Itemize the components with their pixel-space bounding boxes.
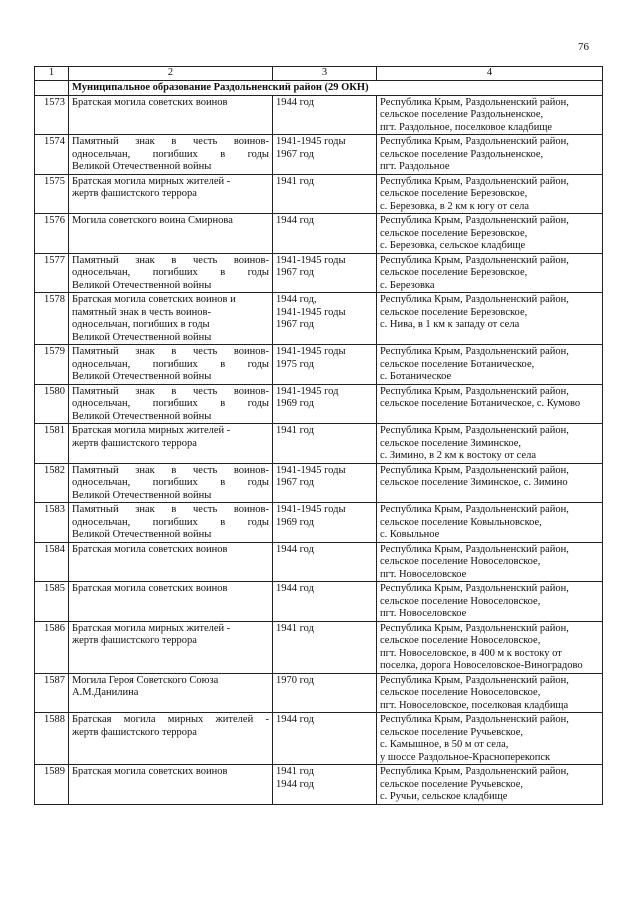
monument-location-line: Республика Крым, Раздольненский район, bbox=[380, 622, 569, 634]
table-row bbox=[35, 384, 603, 424]
monument-date bbox=[273, 345, 377, 385]
table-row bbox=[35, 463, 603, 503]
monument-location-line: Республика Крым, Раздольненский район, bbox=[380, 504, 569, 515]
monument-location-line: Республика Крым, Раздольненский район, bbox=[380, 215, 569, 226]
column-header: 3 bbox=[273, 67, 377, 81]
page-number: 76 bbox=[578, 41, 589, 53]
monument-location-line: Республика Крым, Раздольненский район, bbox=[380, 254, 569, 266]
monument-date-line: 1944 год bbox=[276, 215, 314, 226]
monument-date bbox=[273, 293, 377, 345]
monument-name-line: Великой Отечественной войны bbox=[72, 410, 212, 422]
monument-date bbox=[273, 621, 377, 673]
table-row bbox=[35, 542, 603, 582]
monument-location bbox=[377, 253, 603, 293]
monument-name bbox=[69, 542, 273, 582]
monument-location-line: с. Нива, в 1 км к западу от села bbox=[380, 319, 520, 330]
monument-location-line: Республика Крым, Раздольненский район, bbox=[380, 543, 569, 555]
monument-date bbox=[273, 135, 377, 175]
monument-location bbox=[377, 345, 603, 385]
monument-location-line: у шоссе Раздольное-Красноперекопск bbox=[380, 751, 551, 763]
monument-date-line: 1967 год bbox=[276, 477, 314, 488]
table-row bbox=[35, 214, 603, 254]
monument-location-line: с. Ручьи, сельское кладбище bbox=[380, 791, 508, 802]
monument-location-line: с. Березовка, сельское кладбище bbox=[380, 240, 526, 251]
monument-name-line: Памятный знак в честь воинов- bbox=[72, 464, 269, 476]
monument-date-line: 1969 год bbox=[276, 398, 314, 409]
monument-location-line: пгт. Новоселовское bbox=[380, 568, 467, 580]
monument-date-line: 1941 год bbox=[276, 175, 314, 187]
monument-location-line: сельское поселение Ботаническое, bbox=[380, 358, 535, 370]
monument-location-line: Республика Крым, Раздольненский район, bbox=[380, 294, 569, 305]
row-number: 1588 bbox=[35, 713, 69, 765]
monument-location bbox=[377, 765, 603, 805]
table-row bbox=[35, 253, 603, 293]
monument-date bbox=[273, 384, 377, 424]
monument-location-line: сельское поселение Раздольненское, bbox=[380, 109, 544, 120]
monument-location bbox=[377, 542, 603, 582]
monument-name bbox=[69, 621, 273, 673]
monument-name bbox=[69, 293, 273, 345]
row-number: 1579 bbox=[35, 345, 69, 385]
monument-name-line: памятный знак в честь воинов- bbox=[72, 306, 211, 318]
table-row bbox=[35, 673, 603, 713]
monument-name-line: Братская могила мирных жителей - bbox=[72, 622, 231, 634]
monument-name-line: жертв фашистского террора bbox=[72, 635, 197, 646]
monument-name-line: односельчан, погибших в годы bbox=[72, 319, 210, 330]
monument-name-line: односельчан, погибших в годы bbox=[72, 267, 269, 278]
monument-name-line: односельчан, погибших в годы bbox=[72, 148, 269, 160]
monument-location-line: Республика Крым, Раздольненский район, bbox=[380, 464, 569, 476]
monument-name-line: Могила Героя Советского Союза bbox=[72, 674, 219, 686]
table-row bbox=[35, 713, 603, 765]
monument-date bbox=[273, 542, 377, 582]
monument-name-line: Памятный знак в честь воинов- bbox=[72, 254, 269, 266]
monument-location bbox=[377, 384, 603, 424]
monument-name-line: односельчан, погибших в годы bbox=[72, 477, 269, 488]
monument-name bbox=[69, 765, 273, 805]
row-number: 1573 bbox=[35, 95, 69, 135]
monument-location-line: Республика Крым, Раздольненский район, bbox=[380, 766, 569, 777]
monument-location-line: сельское поселение Ручьевское, bbox=[380, 778, 523, 790]
column-header: 2 bbox=[69, 67, 273, 81]
monument-date-line: 1975 год bbox=[276, 358, 314, 370]
monument-location-line: Республика Крым, Раздольненский район, bbox=[380, 583, 569, 594]
monument-date-line: 1941-1945 годы bbox=[276, 346, 346, 357]
monument-date-line: 1944 год bbox=[276, 96, 314, 108]
monument-location-line: поселка, дорога Новоселовское-Виноградово bbox=[380, 660, 583, 671]
monument-name bbox=[69, 214, 273, 254]
monument-location-line: Республика Крым, Раздольненский район, bbox=[380, 346, 569, 357]
monument-date-line: 1941-1945 годы bbox=[276, 504, 346, 515]
monument-name bbox=[69, 503, 273, 543]
monument-date-line: 1941-1945 годы bbox=[276, 464, 346, 476]
monument-name-line: Великой Отечественной войны bbox=[72, 161, 212, 172]
monument-name-line: Могила советского воина Смирнова bbox=[72, 215, 233, 226]
monument-date-line: 1941-1945 годы bbox=[276, 306, 346, 318]
monument-location bbox=[377, 463, 603, 503]
monument-location-line: сельское поселение Новоселовское, bbox=[380, 635, 541, 646]
monument-name bbox=[69, 345, 273, 385]
monument-name-line: Братская могила советских воинов bbox=[72, 96, 228, 108]
monument-location-line: сельское поселение Березовское, bbox=[380, 267, 528, 278]
monument-name-line: Великой Отечественной войны bbox=[72, 371, 212, 382]
table-row bbox=[35, 503, 603, 543]
monument-location-line: Республика Крым, Раздольненский район, bbox=[380, 136, 569, 147]
monument-date bbox=[273, 582, 377, 622]
monument-location-line: пгт. Новоселовское bbox=[380, 608, 467, 619]
row-number: 1578 bbox=[35, 293, 69, 345]
table-row bbox=[35, 345, 603, 385]
monument-name-line: Братская могила советских воинов bbox=[72, 766, 228, 777]
row-number: 1576 bbox=[35, 214, 69, 254]
monument-date bbox=[273, 463, 377, 503]
row-number: 1582 bbox=[35, 463, 69, 503]
monument-date bbox=[273, 424, 377, 464]
table-row bbox=[35, 582, 603, 622]
monument-date bbox=[273, 253, 377, 293]
monument-name-line: Великой Отечественной войны bbox=[72, 279, 212, 291]
monument-date-line: 1941-1945 годы bbox=[276, 136, 346, 147]
monument-name-line: Великой Отечественной войны bbox=[72, 331, 212, 343]
monument-name-line: Братская могила мирных жителей - bbox=[72, 175, 231, 187]
monument-date-line: 1941-1945 годы bbox=[276, 254, 346, 266]
monument-name-line: Братская могила мирных жителей - bbox=[72, 425, 231, 436]
monument-location-line: с. Березовка bbox=[380, 279, 435, 291]
monument-date-line: 1970 год bbox=[276, 674, 314, 686]
monument-name-line: Памятный знак в честь воинов- bbox=[72, 136, 269, 147]
monument-name bbox=[69, 174, 273, 214]
table-row bbox=[35, 174, 603, 214]
monument-location bbox=[377, 582, 603, 622]
monument-location-line: сельское поселение Ковыльновское, bbox=[380, 516, 542, 528]
monument-location-line: сельское поселение Новоселовское, bbox=[380, 595, 541, 607]
monument-name-line: односельчан, погибших в годы bbox=[72, 516, 269, 528]
monument-date-line: 1967 год bbox=[276, 267, 314, 278]
table-row bbox=[35, 95, 603, 135]
row-number: 1581 bbox=[35, 424, 69, 464]
section-row bbox=[35, 81, 603, 96]
monument-location-line: Республика Крым, Раздольненский район, bbox=[380, 175, 569, 187]
row-number: 1586 bbox=[35, 621, 69, 673]
monument-location-line: сельское поселение Зиминское, с. Зимино bbox=[380, 477, 568, 488]
monument-name bbox=[69, 673, 273, 713]
monument-name-line: односельчан, погибших в годы bbox=[72, 358, 269, 370]
row-number: 1575 bbox=[35, 174, 69, 214]
monument-date-line: 1941 год bbox=[276, 425, 314, 436]
monument-name-line: односельчан, погибших в годы bbox=[72, 398, 269, 409]
row-number: 1589 bbox=[35, 765, 69, 805]
monument-name-line: Великой Отечественной войны bbox=[72, 489, 212, 501]
monument-location-line: сельское поселение Березовское, bbox=[380, 306, 528, 318]
row-number: 1574 bbox=[35, 135, 69, 175]
monument-date-line: 1941 год bbox=[276, 766, 314, 777]
monument-location bbox=[377, 293, 603, 345]
table-row bbox=[35, 621, 603, 673]
monument-location bbox=[377, 424, 603, 464]
monument-location bbox=[377, 214, 603, 254]
monument-name-line: Братская могила советских воинов bbox=[72, 583, 228, 594]
monument-location bbox=[377, 503, 603, 543]
monument-location-line: пгт. Новоселовское, поселковая кладбища bbox=[380, 699, 569, 711]
monument-location-line: пгт. Раздольное bbox=[380, 161, 450, 172]
monument-location bbox=[377, 713, 603, 765]
monument-location bbox=[377, 174, 603, 214]
row-number: 1585 bbox=[35, 582, 69, 622]
monument-date bbox=[273, 503, 377, 543]
monument-location-line: Республика Крым, Раздольненский район, bbox=[380, 96, 569, 108]
monument-date-line: 1944 год bbox=[276, 583, 314, 594]
column-number-row bbox=[35, 67, 603, 81]
monument-name bbox=[69, 95, 273, 135]
monument-date-line: 1944 год bbox=[276, 714, 314, 725]
monument-date-line: 1944 год, bbox=[276, 294, 317, 305]
monument-location-line: пгт. Новоселовское, в 400 м к востоку от bbox=[380, 647, 562, 659]
row-number: 1580 bbox=[35, 384, 69, 424]
monument-name-line: Братская могила мирных жителей - bbox=[72, 714, 269, 725]
monument-location-line: пгт. Раздольное, поселковое кладбище bbox=[380, 121, 553, 133]
monument-location-line: Республика Крым, Раздольненский район, bbox=[380, 714, 569, 725]
monument-location bbox=[377, 673, 603, 713]
monument-date bbox=[273, 95, 377, 135]
row-number: 1577 bbox=[35, 253, 69, 293]
monument-location-line: Республика Крым, Раздольненский район, bbox=[380, 385, 569, 397]
monument-location bbox=[377, 621, 603, 673]
monument-name-line: Великой Отечественной войны bbox=[72, 529, 212, 540]
monument-name-line: жертв фашистского террора bbox=[72, 726, 197, 738]
monument-date-line: 1941 год bbox=[276, 622, 314, 634]
monument-location-line: с. Березовка, в 2 км к югу от села bbox=[380, 200, 530, 212]
monument-date-line: 1967 год bbox=[276, 319, 314, 330]
column-header: 4 bbox=[377, 67, 603, 81]
table-row bbox=[35, 765, 603, 805]
monument-date-line: 1944 год bbox=[276, 778, 314, 790]
monument-name bbox=[69, 463, 273, 503]
monument-location-line: сельское поселение Новоселовское, bbox=[380, 687, 541, 698]
monument-date-line: 1969 год bbox=[276, 516, 314, 528]
monument-location bbox=[377, 95, 603, 135]
monument-name-line: Памятный знак в честь воинов- bbox=[72, 385, 269, 397]
monument-location-line: сельское поселение Березовское, bbox=[380, 188, 528, 199]
monument-date-line: 1941-1945 год bbox=[276, 385, 339, 397]
monument-location-line: с. Ботаническое bbox=[380, 371, 452, 382]
monument-location-line: с. Зимино, в 2 км к востоку от села bbox=[380, 450, 536, 461]
monument-location-line: сельское поселение Березовское, bbox=[380, 227, 528, 239]
monument-location-line: сельское поселение Ботаническое, с. Кумово bbox=[380, 398, 581, 409]
monument-name-line: Братская могила советских воинов и bbox=[72, 294, 236, 305]
monument-date-line: 1944 год bbox=[276, 543, 314, 555]
monument-location-line: сельское поселение Ручьевское, bbox=[380, 726, 523, 738]
row-number: 1587 bbox=[35, 673, 69, 713]
monument-location-line: Республика Крым, Раздольненский район, bbox=[380, 425, 569, 436]
monument-date bbox=[273, 214, 377, 254]
monument-name-line: Братская могила советских воинов bbox=[72, 543, 228, 555]
row-number: 1584 bbox=[35, 542, 69, 582]
monument-name-line: А.М.Данилина bbox=[72, 687, 139, 698]
monument-location-line: сельское поселение Новоселовское, bbox=[380, 556, 541, 567]
monument-date bbox=[273, 765, 377, 805]
monument-location-line: сельское поселение Раздольненское, bbox=[380, 148, 544, 160]
monument-name-line: Памятный знак в честь воинов- bbox=[72, 504, 269, 515]
monuments-table bbox=[34, 66, 603, 805]
monument-location-line: с. Камышное, в 50 м от села, bbox=[380, 739, 509, 750]
monument-location-line: сельское поселение Зиминское, bbox=[380, 437, 522, 449]
monument-date bbox=[273, 673, 377, 713]
table-row bbox=[35, 135, 603, 175]
table-row bbox=[35, 424, 603, 464]
monument-date-line: 1967 год bbox=[276, 148, 314, 160]
monument-location-line: с. Ковыльное bbox=[380, 529, 440, 540]
table-body bbox=[35, 81, 603, 805]
table-row bbox=[35, 293, 603, 345]
monument-name bbox=[69, 713, 273, 765]
monument-name-line: Памятный знак в честь воинов- bbox=[72, 346, 269, 357]
monument-location-line: Республика Крым, Раздольненский район, bbox=[380, 674, 569, 686]
monument-name-line: жертв фашистского террора bbox=[72, 188, 197, 199]
monument-name bbox=[69, 253, 273, 293]
monument-name bbox=[69, 384, 273, 424]
monument-name bbox=[69, 424, 273, 464]
monument-date bbox=[273, 174, 377, 214]
column-header: 1 bbox=[35, 67, 69, 81]
section-title: Муниципальное образование Раздольненский район (29 ОКН) bbox=[69, 81, 603, 96]
row-number: 1583 bbox=[35, 503, 69, 543]
monument-name-line: жертв фашистского террора bbox=[72, 437, 197, 449]
monument-date bbox=[273, 713, 377, 765]
monument-location bbox=[377, 135, 603, 175]
monument-name bbox=[69, 582, 273, 622]
monument-name bbox=[69, 135, 273, 175]
